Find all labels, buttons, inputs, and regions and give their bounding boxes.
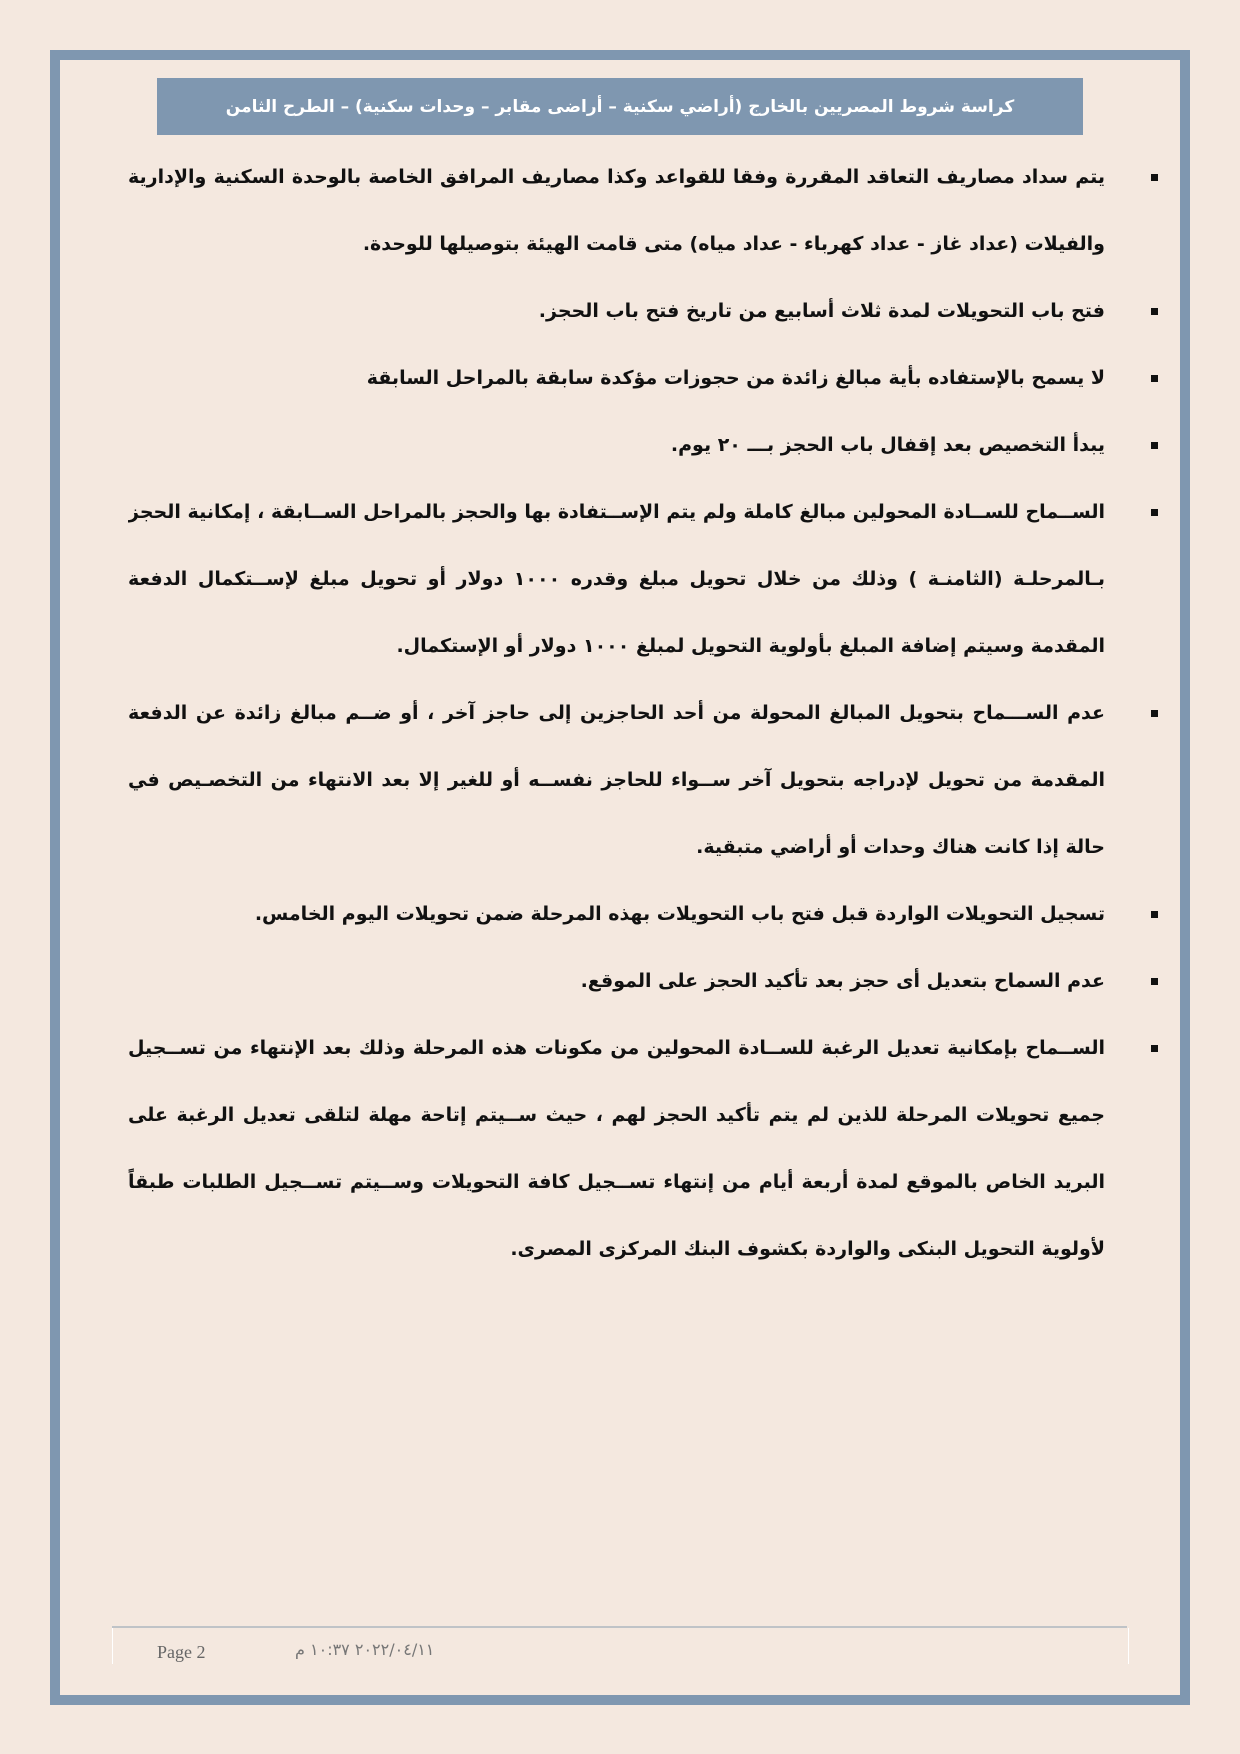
document-body (128, 144, 1158, 1283)
text-line: جميع تحويلات المرحلة للذين لم يتم تأكيد الحجز لهم ، حيث ســيتم إتاحة مهلة لتلقى تعديل الرغبة على (128, 1104, 1105, 1126)
bullet-item (128, 144, 1158, 278)
bullet-icon (1151, 978, 1158, 985)
bullet-icon (1151, 174, 1158, 181)
text-line: حالة إذا كانت هناك وحدات أو أراضي متبقية. (696, 836, 1105, 858)
bullet-icon (1151, 1045, 1158, 1052)
bullet-item (128, 680, 1158, 881)
text-line: البريد الخاص بالموقع لمدة أربعة أيام من إنتهاء تســجيل كافة التحويلات وســيتم تســجيل الطلبات طبقاً (128, 1171, 1105, 1193)
text-line: فتح باب التحويلات لمدة ثلاث أسابيع من تاريخ فتح باب الحجز. (538, 300, 1105, 322)
page-number: Page 2 (157, 1642, 206, 1662)
text-line: تسجيل التحويلات الواردة قبل فتح باب التحويلات بهذه المرحلة ضمن تحويلات اليوم الخامس. (254, 903, 1105, 925)
bullet-item (128, 948, 1158, 1015)
bullet-icon (1151, 308, 1158, 315)
bullet-item (128, 412, 1158, 479)
text-line: الســماح للســادة المحولين مبالغ كاملة ولم يتم الإســتفادة بها والحجز بالمراحل الســابقة ، إمكانية الحجز (128, 501, 1105, 523)
footer (112, 1628, 1129, 1664)
bullet-item (128, 345, 1158, 412)
bullet-icon (1151, 710, 1158, 717)
footer-datetime: ٢٠٢٢/٠٤/١١ ١٠:٣٧ م (295, 1640, 435, 1659)
bullet-icon (1151, 509, 1158, 516)
text-line: والفيلات (عداد غاز - عداد كهرباء - عداد مياه) متى قامت الهيئة بتوصيلها للوحدة. (362, 233, 1105, 255)
text-line: بـالمرحلـة (الثامنـة ) وذلك من خلال تحويل مبلغ وقدره ١٠٠٠ دولار أو تحويل مبلغ لإســتكمال الدفعة (128, 568, 1105, 590)
bullet-icon (1151, 442, 1158, 449)
text-line: عدم السماح بتعديل أى حجز بعد تأكيد الحجز على الموقع. (580, 970, 1105, 992)
text-line: لأولوية التحويل البنكى والواردة بكشوف البنك المركزى المصرى. (510, 1238, 1105, 1260)
text-line: المقدمة وسيتم إضافة المبلغ بأولوية التحويل لمبلغ ١٠٠٠ دولار أو الإستكمال. (396, 635, 1105, 657)
text-line: يبدأ التخصيص بعد إقفال باب الحجز بـــ ٢٠ يوم. (670, 434, 1105, 456)
bullet-item (128, 479, 1158, 680)
bullet-icon (1151, 911, 1158, 918)
bullet-icon (1151, 375, 1158, 382)
bullet-item (128, 881, 1158, 948)
bullet-item (128, 278, 1158, 345)
text-line: لا يسمح بالإستفاده بأية مبالغ زائدة من حجوزات مؤكدة سابقة بالمراحل السابقة (366, 367, 1105, 389)
document-header: كراسة شروط المصريين بالخارج (أراضي سكنية – أراضى مقابر – وحدات سكنية) – الطرح الثامن (157, 78, 1083, 135)
text-line: عدم الســـماح بتحويل المبالغ المحولة من أحد الحاجزين إلى حاجز آخر ، أو ضــم مبالغ زائدة عن الدفعة (128, 702, 1105, 724)
text-line: المقدمة من تحويل لإدراجه بتحويل آخر ســواء للحاجز نفســه أو للغير إلا بعد الانتهاء من التخصـيص في (128, 769, 1105, 791)
bullet-item (128, 1015, 1158, 1283)
text-line: الســماح بإمكانية تعديل الرغبة للســادة المحولين من مكونات هذه المرحلة وذلك بعد الإنتهاء من تســجيل (128, 1037, 1105, 1059)
text-line: يتم سداد مصاريف التعاقد المقررة وفقا للقواعد وكذا مصاريف المرافق الخاصة بالوحدة السكنية والإدارية (128, 166, 1105, 188)
